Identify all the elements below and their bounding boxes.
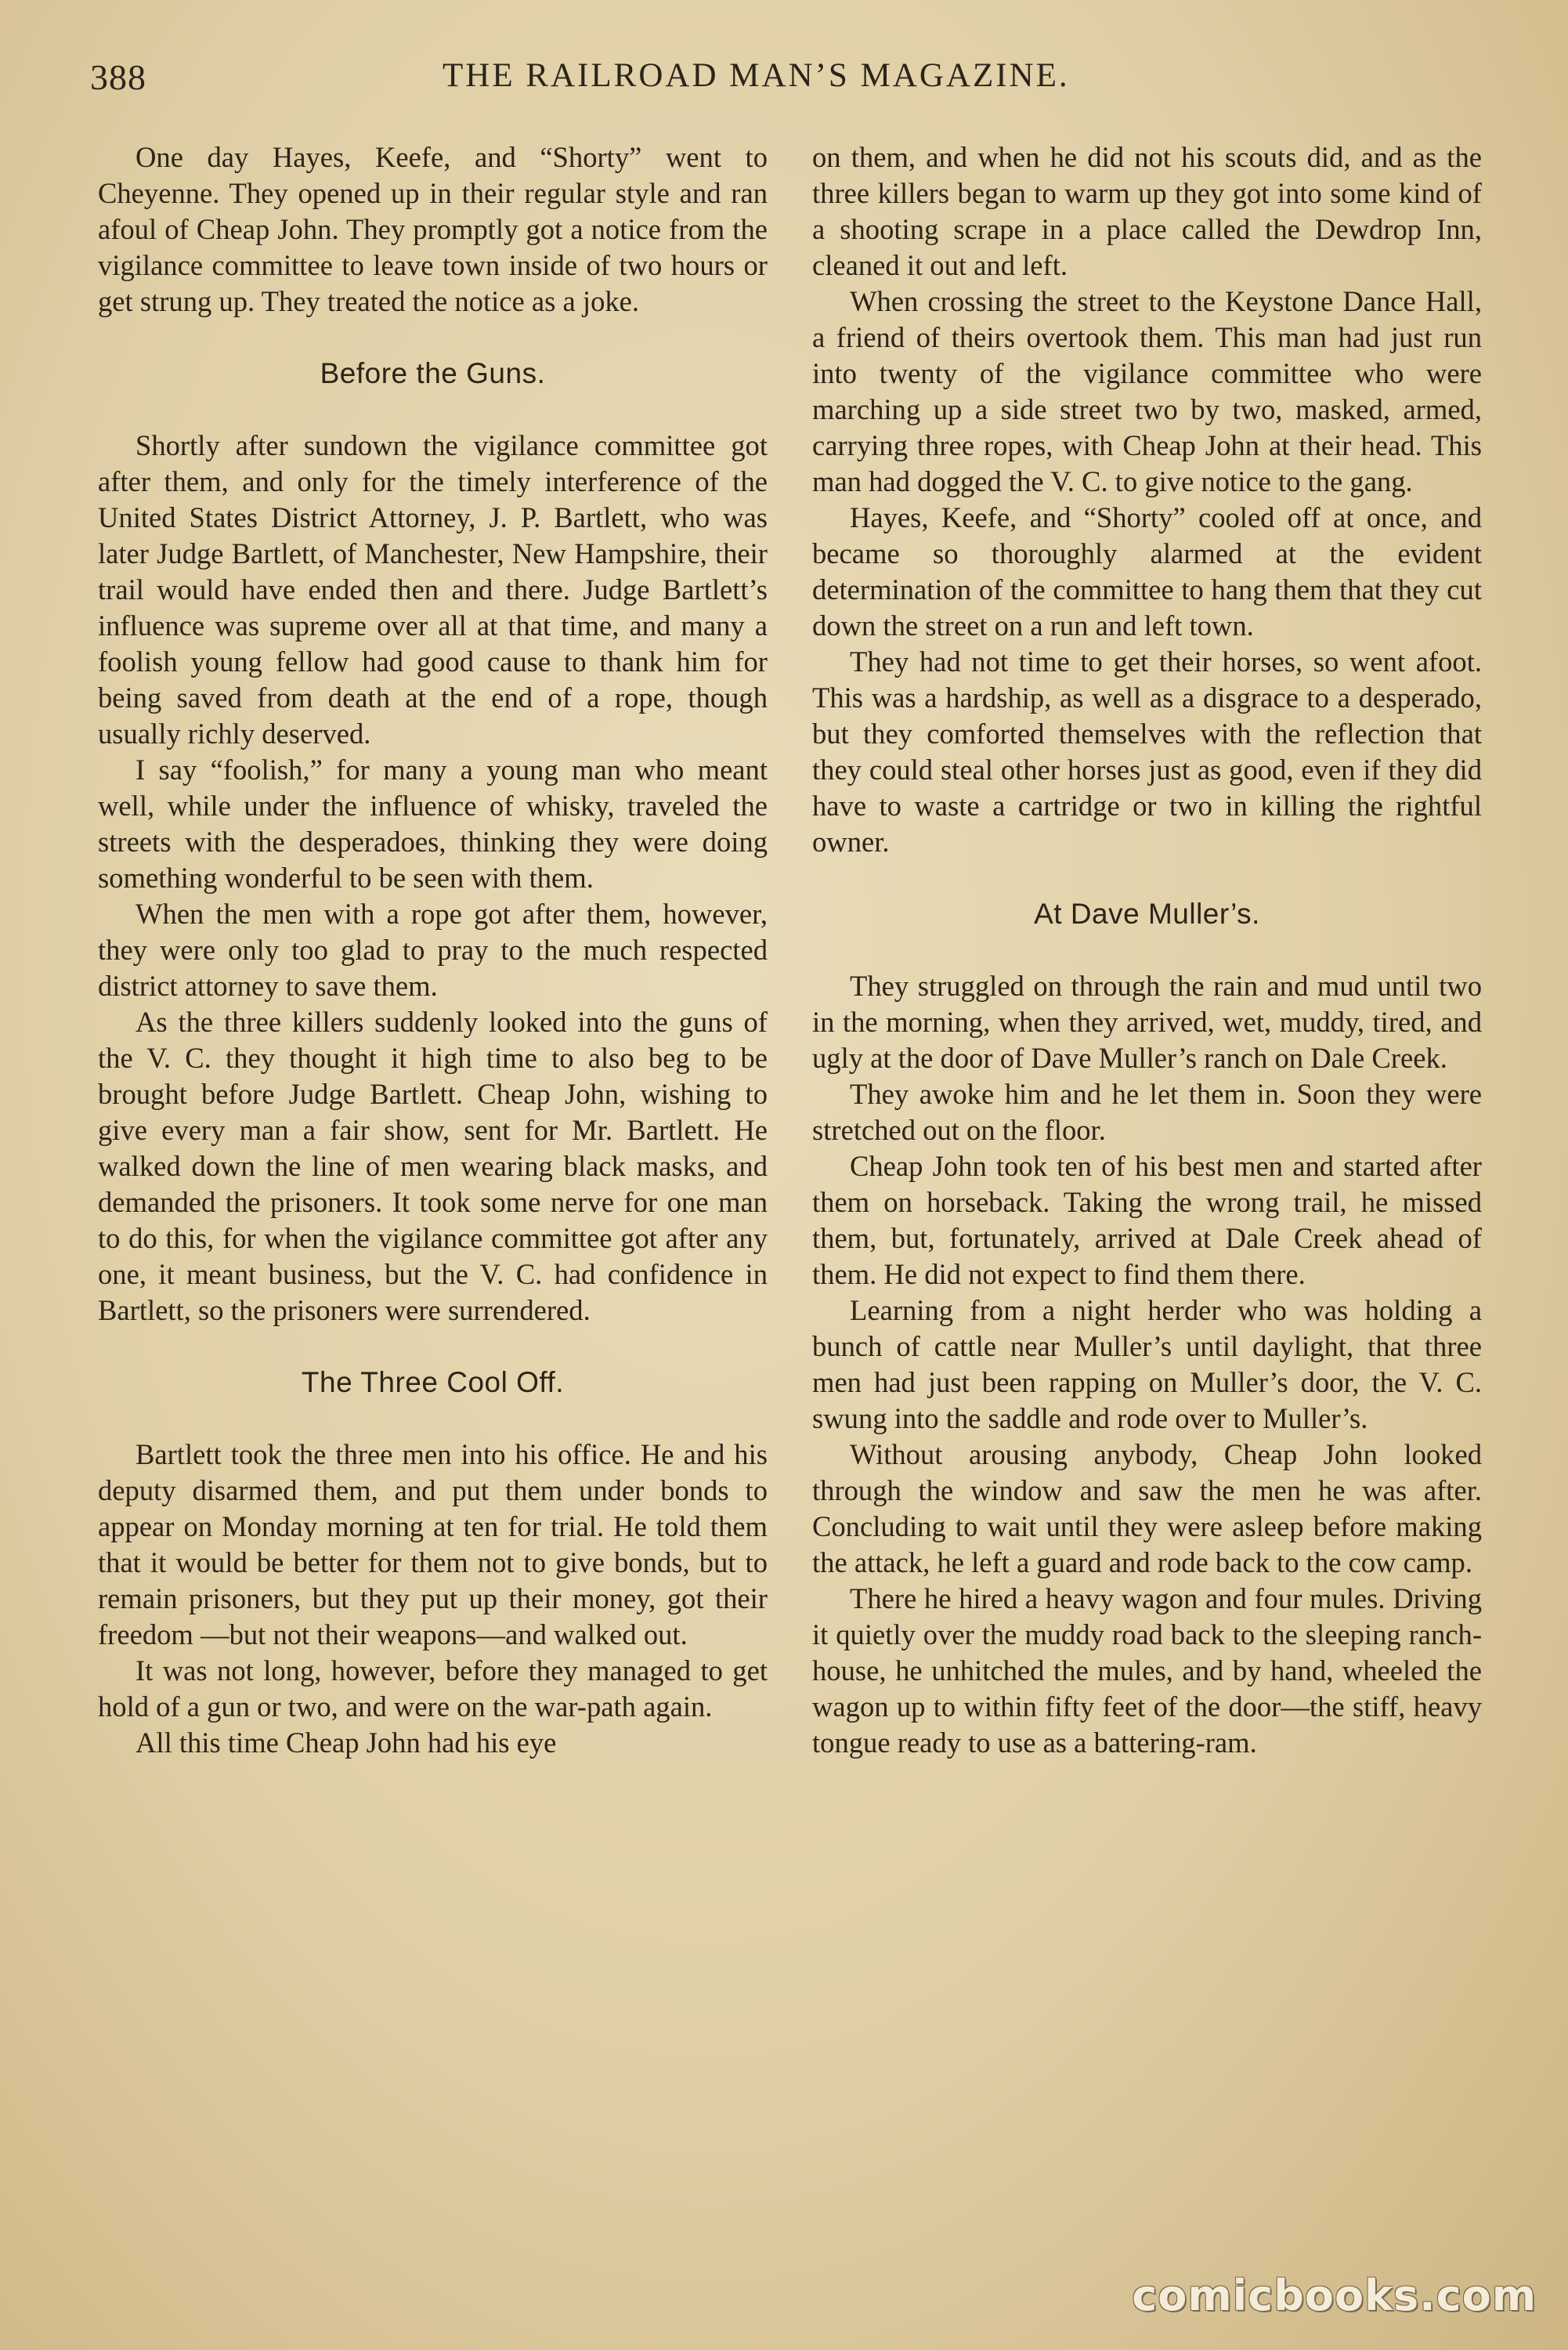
paragraph: They struggled on through the rain and mud until two in the morning, when they arrived, wet, muddy, tired, and ugly at the door of Dave Muller’s ranch on Dale Creek. (812, 970, 1482, 1074)
paragraph: Cheap John took ten of his best men and started after them on horseback. Taking the wrong trail, he missed them, but, fortunately, arrived at Dale Creek ahead of them. He did not expect to find them there. (812, 1150, 1482, 1290)
section-heading: The Three Cool Off. (301, 1366, 565, 1398)
running-head: THE RAILROAD MAN’S MAGAZINE. (443, 57, 1070, 94)
paragraph: When crossing the street to the Keystone Dance Hall, a friend of theirs overtook them. This man had just run into twenty of the vigilance committee who were marching up a side street two by two, masked, armed, carrying three ropes, with Cheap John at their head. This man had dogged the V. C. to give notice to the gang. (812, 285, 1482, 497)
paragraph: It was not long, however, before they managed to get hold of a gun or two, and were on the war-path again. (98, 1654, 768, 1723)
watermark: comicbooks.com (1132, 2271, 1537, 2320)
paragraph: They had not time to get their horses, so went afoot. This was a hardship, as well as a disgrace to a desperado, but they comforted themselves with the reflection that they could steal other horses just as good, even if they did have to waste a cartridge or two in killing the rightful owner. (812, 645, 1482, 858)
section-heading: Before the Guns. (320, 357, 546, 389)
paragraph: They awoke him and he let them in. Soon they were stretched out on the floor. (812, 1078, 1482, 1146)
paragraph: One day Hayes, Keefe, and “Shorty” went to Cheyenne. They opened up in their regular style and ran afoul of Cheap John. They promptly got a notice from the vigilance committee to leave town inside of two hours or get strung up. They treated the notice as a joke. (98, 141, 768, 317)
paragraph: When the men with a rope got after them, however, they were only too glad to pray to the much respected district attorney to save them. (98, 898, 768, 1002)
paragraph: Learning from a night herder who was holding a bunch of cattle near Muller’s until daylight, that three men had just been rapping on Muller’s door, the V. C. swung into the saddle and rode over to Muller’s. (812, 1294, 1482, 1434)
page-number: 388 (90, 57, 146, 97)
paragraph: All this time Cheap John had his eye (135, 1726, 557, 1759)
paragraph: I say “foolish,” for many a young man who meant well, while under the influence of whisky, traveled the streets with the desperadoes, thinking they were doing something wonderful to be seen with them. (98, 754, 768, 894)
right-column (812, 139, 1482, 1761)
paragraph: Bartlett took the three men into his office. He and his deputy disarmed them, and put them under bonds to appear on Monday morning at ten for trial. He told them that it would be better for them not to give bonds, but to remain prisoners, but they put up their money, got their freedom —but not their weapons—and walked out. (98, 1438, 768, 1650)
left-column (98, 139, 768, 1761)
paragraph: There he hired a heavy wagon and four mules. Driving it quietly over the muddy road back to the sleeping ranch-house, he unhitched the mules, and by hand, wheeled the wagon up to within fifty feet of the door—the stiff, heavy tongue ready to use as a battering-ram. (812, 1582, 1482, 1759)
paragraph-continued: on them, and when he did not his scouts did, and as the three killers began to warm up they got into some kind of a shooting scrape in a place called the Dewdrop Inn, cleaned it out and left. (812, 141, 1482, 281)
paragraph: Hayes, Keefe, and “Shorty” cooled off at once, and became so thoroughly alarmed at the evident determination of the committee to hang them that they cut down the street on a run and left town. (812, 501, 1482, 642)
section-heading: At Dave Muller’s. (1034, 898, 1260, 930)
paragraph: Without arousing anybody, Cheap John looked through the window and saw the men he was after. Concluding to wait until they were asleep before making the attack, he left a guard and rode back to the cow camp. (812, 1438, 1482, 1578)
paragraph: As the three killers suddenly looked into the guns of the V. C. they thought it high time to also beg to be brought before Judge Bartlett. Cheap John, wishing to give every man a fair show, sent for Mr. Bartlett. He walked down the line of men wearing black masks, and demanded the prisoners. It took some nerve for one man to do this, for when the vigilance committee got after any one, it meant business, but the V. C. had confidence in Bartlett, so the prisoners were surrendered. (98, 1006, 768, 1326)
paragraph: Shortly after sundown the vigilance committee got after them, and only for the timely interference of the United States District Attorney, J. P. Bartlett, who was later Judge Bartlett, of Manchester, New Hampshire, their trail would have ended then and there. Judge Bartlett’s influence was supreme over all at that time, and many a foolish young fellow had good cause to thank him for being saved from death at the end of a rope, though usually richly deserved. (98, 429, 768, 750)
